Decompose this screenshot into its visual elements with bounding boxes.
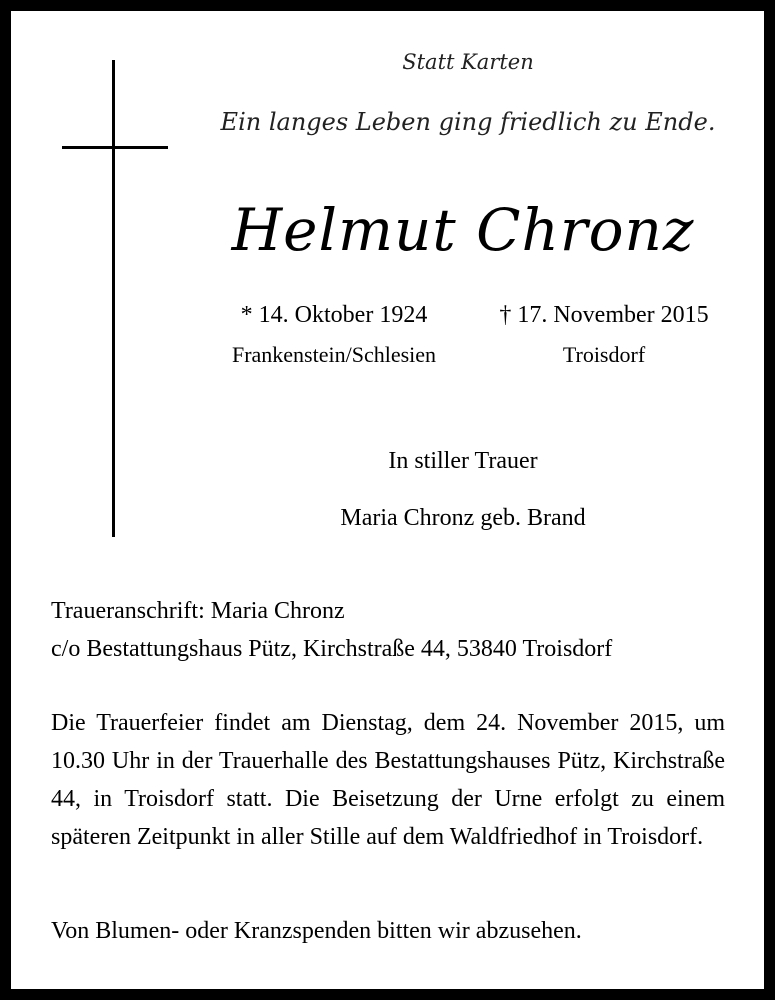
mourning-line: In stiller Trauer bbox=[388, 448, 538, 474]
mourner-name: Maria Chronz geb. Brand bbox=[340, 505, 586, 531]
birth-date: * 14. Oktober 1924 bbox=[240, 302, 428, 328]
cross-vertical-bar bbox=[112, 60, 115, 537]
address-line-1: Traueranschrift: Maria Chronz bbox=[51, 598, 345, 624]
statt-karten-text: Statt Karten bbox=[402, 50, 534, 74]
mourning-address bbox=[51, 592, 612, 668]
death-place: Troisdorf bbox=[562, 342, 646, 367]
cross-horizontal-bar bbox=[62, 146, 168, 149]
address-line-2: c/o Bestattungshaus Pütz, Kirchstraße 44, 53840 Troisdorf bbox=[51, 636, 613, 662]
ceremony-paragraph: Die Trauerfeier findet am Dienstag, dem 24. November 2015, um 10.30 Uhr in der Trauerhalle des Bestattungshauses Pütz, Kirchstraße 44, in Troisdorf statt. Die Beisetzung der Urne erfolgt zu einem späteren Zeitpunkt in aller Stille auf dem Waldfriedhof in Troisdorf. bbox=[51, 710, 725, 850]
closing-note: Von Blumen- oder Kranzspenden bitten wir abzusehen. bbox=[51, 918, 582, 944]
motto-text: Ein langes Leben ging friedlich zu Ende. bbox=[220, 108, 716, 136]
death-date: † 17. November 2015 bbox=[499, 302, 709, 328]
birth-place: Frankenstein/Schlesien bbox=[231, 342, 437, 367]
deceased-name: Helmut Chronz bbox=[231, 196, 695, 264]
